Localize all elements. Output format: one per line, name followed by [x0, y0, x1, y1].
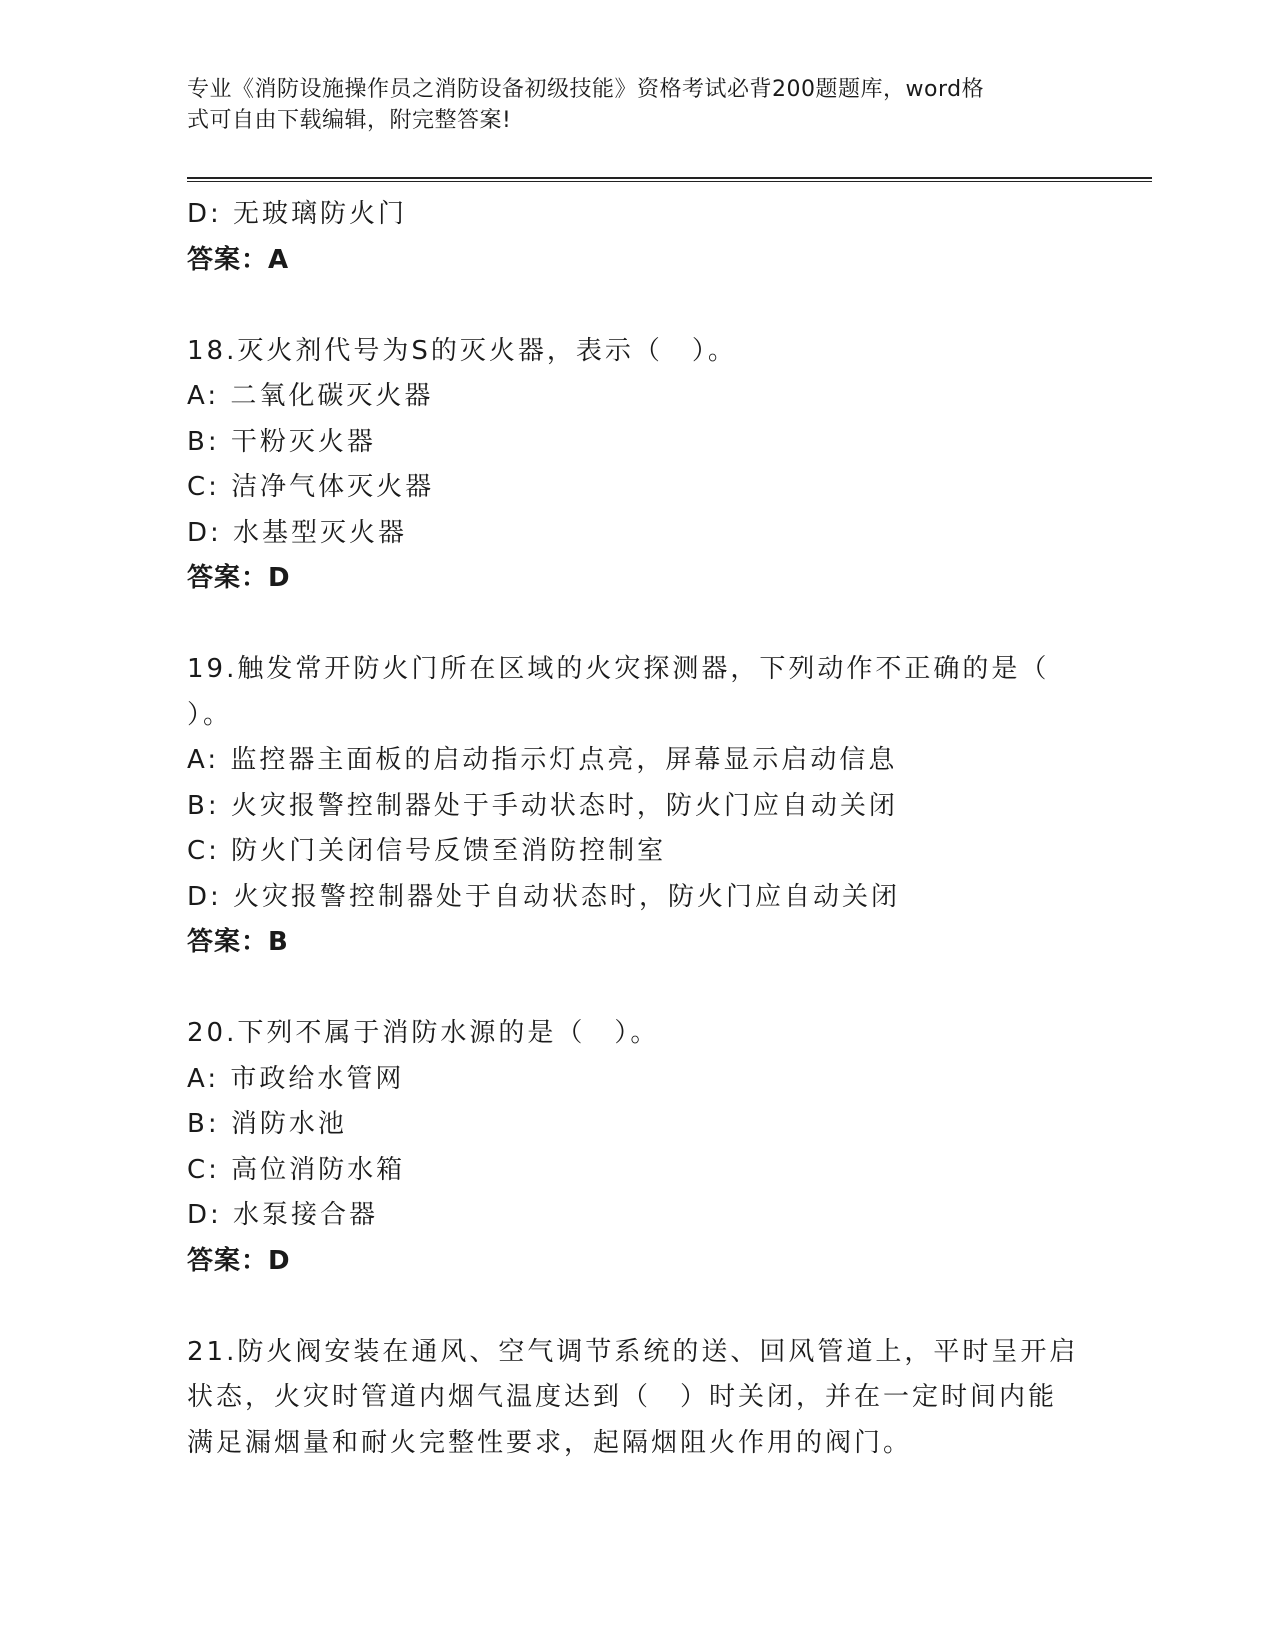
document-header	[187, 74, 1067, 136]
option-a: A: 监控器主面板的启动指示灯点亮，屏幕显示启动信息	[187, 745, 898, 775]
question-19	[187, 647, 1107, 966]
option-c: C: 防火门关闭信号反馈至消防控制室	[187, 836, 667, 866]
spacer	[187, 1284, 1107, 1330]
question-stem: 18.灭火剂代号为S的灭火器，表示（ ）。	[187, 335, 737, 366]
option-d: D: 水泵接合器	[187, 1200, 379, 1230]
question-stem-cont: 状态，火灾时管道内烟气温度达到（ ）时关闭，并在一定时间内能	[187, 1382, 1058, 1412]
answer: 答案：A	[187, 244, 290, 275]
header-line-2: 式可自由下载编辑，附完整答案!	[187, 108, 512, 133]
header-line-1: 专业《消防设施操作员之消防设备初级技能》资格考试必背200题题库，word格	[187, 77, 985, 102]
question-18	[187, 329, 1107, 602]
spacer	[187, 966, 1107, 1012]
question-stem: 20.下列不属于消防水源的是（ ）。	[187, 1018, 660, 1048]
question-content	[187, 192, 1107, 1466]
option-b: B: 干粉灭火器	[187, 426, 376, 457]
option-b: B: 消防水池	[187, 1109, 347, 1139]
spacer	[187, 283, 1107, 329]
question-stem: 19.触发常开防火门所在区域的火灾探测器，下列动作不正确的是（	[187, 654, 1050, 684]
question-stem-cont: 满足漏烟量和耐火完整性要求，起隔烟阻火作用的阀门。	[187, 1427, 913, 1458]
option-c: C: 高位消防水箱	[187, 1154, 406, 1185]
answer: 答案：D	[187, 1245, 291, 1276]
option-b: B: 火灾报警控制器处于手动状态时，防火门应自动关闭	[187, 790, 898, 821]
answer: 答案：B	[187, 927, 289, 957]
header-divider	[187, 177, 1152, 182]
question-stem: 21.防火阀安装在通风、空气调节系统的送、回风管道上，平时呈开启	[187, 1336, 1079, 1367]
option-d: D: 水基型灭火器	[187, 517, 408, 548]
answer: 答案：D	[187, 563, 291, 593]
question-20	[187, 1011, 1107, 1284]
option-d: D: 无玻璃防火门	[187, 199, 408, 229]
option-a: A: 二氧化碳灭火器	[187, 381, 434, 411]
spacer	[187, 602, 1107, 648]
option-d: D: 火灾报警控制器处于自动状态时，防火门应自动关闭	[187, 881, 901, 912]
question-21	[187, 1330, 1107, 1467]
question-stem-cont: ）。	[187, 699, 233, 730]
option-c: C: 洁净气体灭火器	[187, 472, 435, 502]
option-a: A: 市政给水管网	[187, 1063, 405, 1094]
